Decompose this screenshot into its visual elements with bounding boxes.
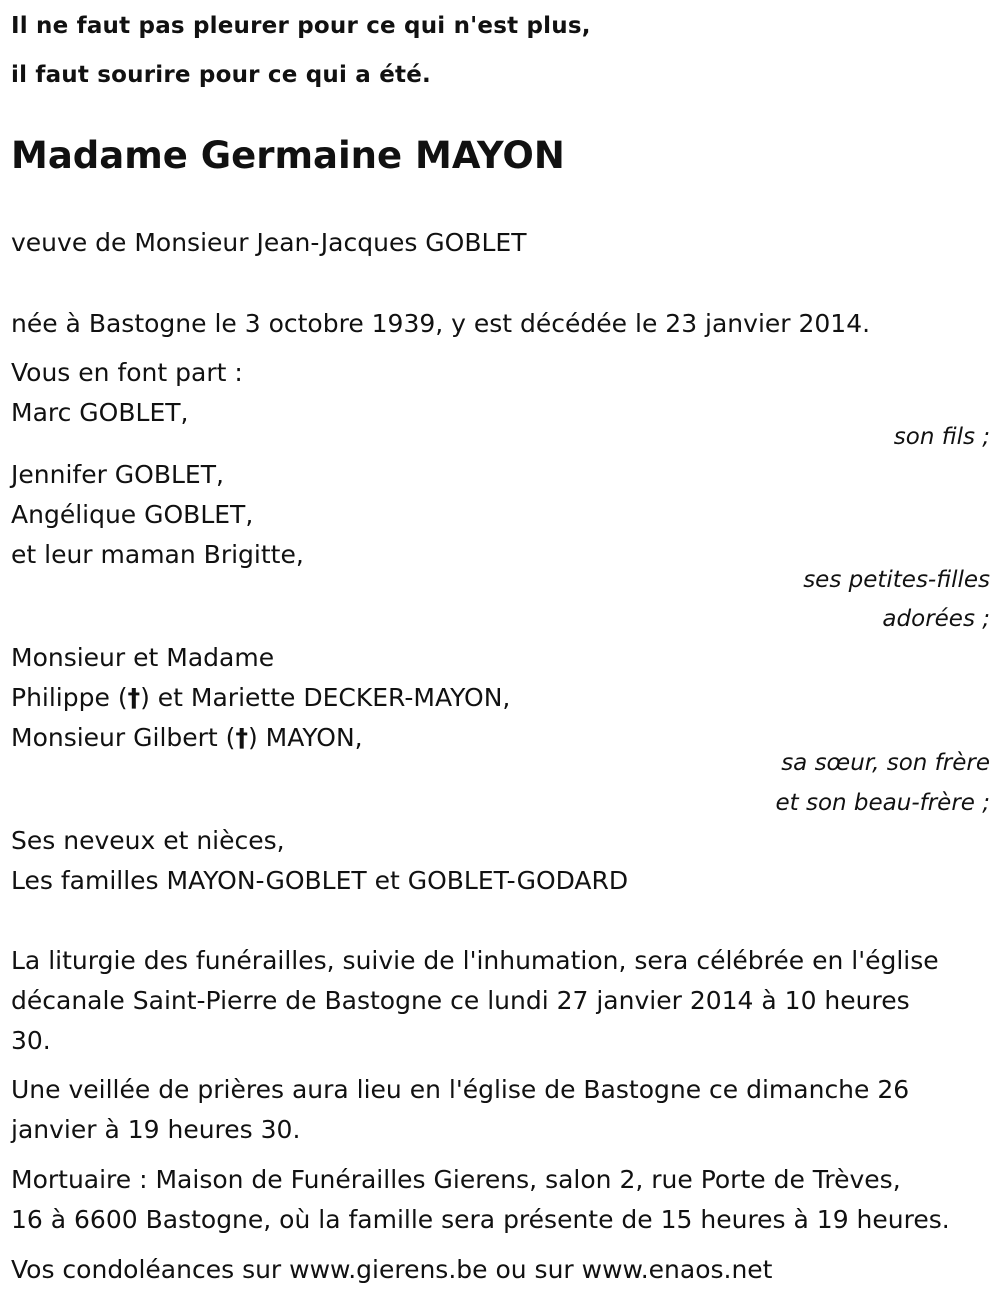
siblings-line-3-start: Monsieur Gilbert ( — [11, 723, 236, 752]
granddaughter-1: Jennifer GOBLET, — [11, 460, 224, 489]
liturgy-line-3: 30. — [11, 1026, 51, 1055]
siblings-relation-2: et son beau-frère ; — [775, 790, 990, 816]
mortuary-line-1: Mortuaire : Maison de Funérailles Gierens, salon 2, rue Porte de Trèves, — [11, 1165, 901, 1194]
condolences-info: Vos condoléances sur www.gierens.be ou sur www.enaos.net — [11, 1255, 773, 1284]
quote-line-1: Il ne faut pas pleurer pour ce qui n'est plus, — [11, 13, 591, 39]
vigil-line-1: Une veillée de prières aura lieu en l'église de Bastogne ce dimanche 26 — [11, 1075, 910, 1104]
mortuary-line-2: 16 à 6600 Bastogne, où la famille sera présente de 15 heures à 19 heures. — [11, 1205, 950, 1234]
siblings-line-2-start: Philippe ( — [11, 683, 128, 712]
siblings-line-3-end: ) MAYON, — [247, 723, 363, 752]
siblings-line-2-end: ) et Mariette DECKER-MAYON, — [140, 683, 511, 712]
son-relation: son fils ; — [893, 424, 990, 450]
birth-death-info: née à Bastogne le 3 octobre 1939, y est décédée le 23 janvier 2014. — [11, 309, 871, 338]
granddaughter-2: Angélique GOBLET, — [11, 500, 254, 529]
family-line-1: Ses neveux et nièces, — [11, 826, 285, 855]
family-line-2: Les familles MAYON-GOBLET et GOBLET-GODARD — [11, 866, 629, 895]
siblings-relation-1: sa sœur, son frère — [781, 750, 990, 776]
son-name: Marc GOBLET, — [11, 398, 189, 427]
deceased-name: Madame Germaine MAYON — [11, 134, 565, 177]
liturgy-line-1: La liturgie des funérailles, suivie de l'inhumation, sera célébrée en l'église — [11, 946, 939, 975]
cross-icon: † — [127, 683, 141, 712]
vigil-line-2: janvier à 19 heures 30. — [11, 1115, 301, 1144]
granddaughters-relation-1: ses petites-filles — [803, 567, 990, 593]
cross-icon: † — [235, 723, 248, 752]
siblings-line-1: Monsieur et Madame — [11, 643, 275, 672]
siblings-line-2 — [11, 683, 510, 713]
siblings-line-3 — [11, 723, 363, 753]
liturgy-line-2: décanale Saint-Pierre de Bastogne ce lundi 27 janvier 2014 à 10 heures — [11, 986, 910, 1015]
quote-line-2: il faut sourire pour ce qui a été. — [11, 62, 431, 88]
widow-of: veuve de Monsieur Jean-Jacques GOBLET — [11, 228, 527, 257]
granddaughters-relation-2: adorées ; — [882, 606, 990, 632]
announcers-intro: Vous en font part : — [11, 358, 243, 387]
granddaughters-mother: et leur maman Brigitte, — [11, 540, 304, 569]
